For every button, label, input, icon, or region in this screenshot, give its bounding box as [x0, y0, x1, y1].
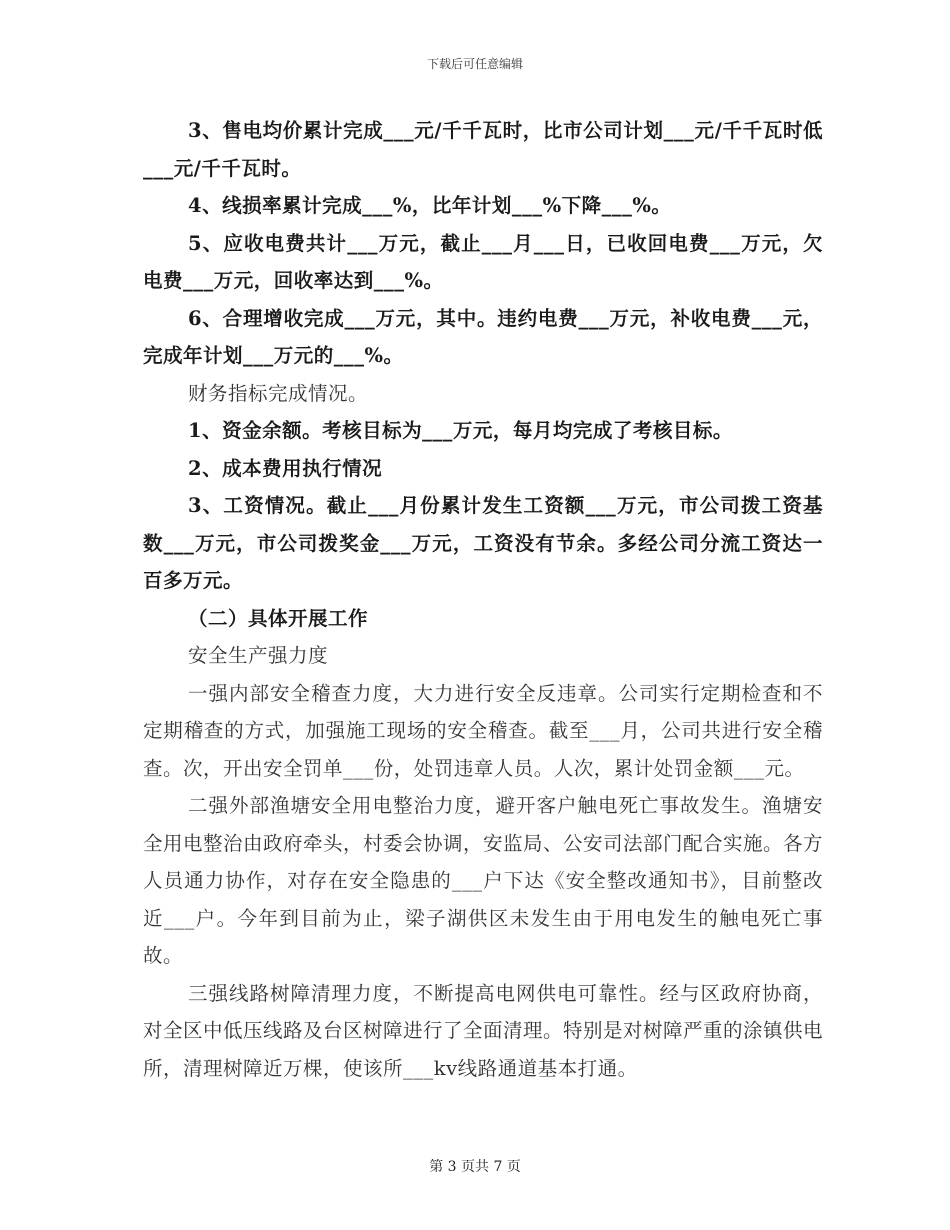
section-heading-work: （二）具体开展工作 — [188, 606, 369, 630]
page-header-note: 下载后可任意编辑 — [426, 57, 523, 71]
paragraph-wages: 3、工资情况。截止___月份累计发生工资额___万元，市公司拨工资基数___万元，市公司拨奖金___万元，工资没有节余。多经公司分流工资达一百多万元。 — [143, 494, 823, 592]
paragraph-fishpond-safety: 二强外部渔塘安全用电整治力度，避开客户触电死亡事故发生。渔塘安全用电整治由政府牵头，村委会协调，安监局、公安司法部门配合实施。各方人员通力协作，对存在安全隐患的___户下达《安全整改通知书》，目前整改近___户。今年到目前为止，梁子湖供区未发生由于用电发生的触电死亡事故。 — [143, 794, 824, 967]
paragraph-cost-execution: 2、成本费用执行情况 — [188, 456, 383, 480]
paragraph-receivables: 5、应收电费共计___万元，截止___月___日，已收回电费___万元，欠电费___万元，回收率达到___%。 — [143, 231, 823, 292]
document-body — [143, 112, 823, 1087]
paragraph-average-price: 3、售电均价累计完成___元/千千瓦时，比市公司计划___元/千千瓦时低___元/千千瓦时。 — [143, 119, 823, 180]
page-number: 第 3 页共 7 页 — [429, 1159, 521, 1175]
paragraph-revenue-increase: 6、合理增收完成___万元，其中。违约电费___万元，补收电费___元，完成年计划___万元的___%。 — [143, 306, 823, 367]
paragraph-tree-clearing: 三强线路树障清理力度，不断提高电网供电可靠性。经与区政府协商，对全区中低压线路及台区树障进行了全面清理。特别是对树障严重的涂镇供电所，清理树障近万棵，使该所___kv线路通道基本打通。 — [143, 981, 824, 1080]
paragraph-safety-heading: 安全生产强力度 — [188, 644, 329, 667]
paragraph-fund-balance: 1、资金余额。考核目标为___万元，每月均完成了考核目标。 — [188, 419, 733, 442]
paragraph-internal-safety: 一强内部安全稽查力度，大力进行安全反违章。公司实行定期检查和不定期稽查的方式，加强施工现场的安全稽查。截至___月，公司共进行安全稽查。次，开出安全罚单___份，处罚违章人员。人次，累计处罚金额___元。 — [143, 681, 823, 780]
paragraph-finance-heading: 财务指标完成情况。 — [188, 381, 369, 405]
paragraph-line-loss: 4、线损率累计完成___%，比年计划___%下降___%。 — [188, 194, 672, 217]
